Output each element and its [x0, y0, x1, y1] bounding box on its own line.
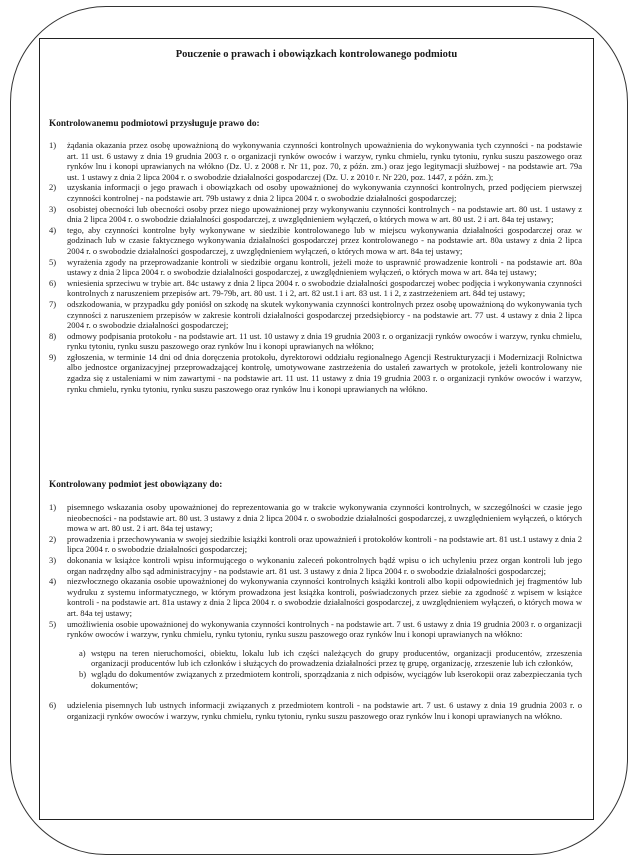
rights-heading: Kontrolowanemu podmiotowi przysługuje prawo do:: [49, 119, 260, 129]
item-number: 6): [49, 700, 57, 711]
rights-item: [49, 278, 582, 299]
item-number: 3): [49, 554, 57, 565]
item-text: uzyskania informacji o jego prawach i obowiązkach od osoby upoważnionej do wykonywania czynności kontrolnych, przed podjęciem pierwszej czynności kontrolnej - na podstawie art. 79b ustawy z dnia 2 lipca 2004 r. o swobodzie działalności gospodarczej;: [67, 182, 582, 203]
item-text: wyrażenia zgody na przeprowadzanie kontroli w siedzibie organu kontroli, jeżeli może to usprawnić prowadzenie kontroli - na podstawie art. 80a ustawy z dnia 2 lipca 2004 r. o swobodzie działalności gospodarczej, z uwzględnieniem wyłączeń, o których mowa w art. 84a tej ustawy;: [67, 256, 582, 278]
obligations-item: [49, 700, 582, 721]
item-text: pisemnego wskazania osoby upoważnionej do reprezentowania go w trakcie wykonywania czynności kontrolnych, w szczególności w czasie jego nieobecności - na podstawie art. 80 ust. 3 ustawy z dnia 2 lipca 2004 r. o swobodzie działalności gospodarczej, z uwzględnieniem wyłączeń, o których mowa w art. 80 ust. 2 i art. 84a tej ustawy;: [67, 502, 582, 534]
rights-item: [49, 225, 582, 257]
item-text: niezwłocznego okazania osobie upoważnionej do wykonywania czynności kontrolnych książki kontroli albo kopii odpowiednich jej fragmentów lub wydruku z systemu informatycznego, w którym prowadzona jest książka kontroli, poświadczonych przez siebie za zgodność z wpisem w książce kontroli - na podstawie art. 81a ustawy z dnia 2 lipca 2004 r. o swobodzie działalności gospodarczej, z uwzględnieniem wyłączeń, o których mowa w art. 84a tej ustawy;: [67, 576, 582, 618]
document-title: Pouczenie o prawach i obowiązkach kontrolowanego podmiotu: [175, 49, 458, 60]
rights-list: [49, 140, 582, 394]
obligations-heading: Kontrolowany podmiot jest obowiązany do:: [49, 480, 223, 490]
rights-item: [49, 204, 582, 225]
item-text: tego, aby czynności kontrolne były wykonywane w siedzibie kontrolowanego lub w miejscu wykonywania działalności gospodarczej oraz w godzinach lub w czasie faktycznego wykonywania działalności gospodarczej przez kontrolowanego - na podstawie art. 80a ustawy z dnia 2 lipca 2004 r. o swobodzie działalności gospodarczej, z uwzględnieniem wyłączeń, o których mowa w art. 84a tej ustawy;: [67, 224, 582, 256]
obligations-item: [49, 502, 582, 534]
obligations-subitem: [67, 648, 582, 669]
obligations-item: [49, 576, 582, 618]
rights-item: [49, 182, 582, 203]
subitem-letter: b): [79, 668, 87, 679]
item-text: udzielenia pisemnych lub ustnych informacji związanych z przedmiotem kontroli - na podstawie art. 7 ust. 6 ustawy z dnia 19 grudnia 2003 r. o organizacji rynków owoców i warzyw, rynku chmielu, rynku tytoniu, rynku suszu paszowego oraz rynków lnu i konopi uprawianych na włókno.: [67, 700, 582, 721]
item-number: 8): [49, 330, 57, 341]
rights-item: [49, 140, 582, 182]
item-number: 4): [49, 576, 57, 587]
item-number: 5): [49, 618, 57, 629]
item-number: 2): [49, 533, 57, 544]
subitem-text: wstępu na teren nieruchomości, obiektu, lokalu lub ich części należących do grupy producentów, organizacji producentów, zrzeszenia organizacji producentów lub ich członków i służących do prowadzenia działalności przez tę grupę, organizację, zrzeszenie lub ich członków,: [91, 647, 582, 669]
item-text: prowadzenia i przechowywania w swojej siedzibie książki kontroli oraz upoważnień i protokołów kontroli - na podstawie art. 81 ust.1 ustawy z dnia 2 lipca 2004 r. o swobodzie działalności gospodarczej;: [67, 533, 582, 555]
item-text: osobistej obecności lub obecności osoby przez niego upoważnionej przy wykonywaniu czynności kontrolnych - na podstawie art. 80 ust. 1 ustawy z dnia 2 lipca 2004 r. o swobodzie działalności gospodarczej, z uwzględnieniem wyłączeń, o których mowa w art. 80 ust. 2 i art. 84a tej ustawy;: [67, 203, 582, 225]
item-text: odmowy podpisania protokołu - na podstawie art. 11 ust. 10 ustawy z dnia 19 grudnia 2003 r. o organizacji rynków owoców i warzyw, rynku chmielu, rynku tytoniu, rynku suszu paszowego oraz rynków lnu i konopi uprawianych na włókno;: [67, 330, 582, 352]
rights-item: [49, 299, 582, 331]
item-number: 1): [49, 140, 57, 150]
item-text: umożliwienia osobie upoważnionej do wykonywania czynności kontrolnych - na podstawie art. 7 ust. 6 ustawy z dnia 19 grudnia 2003 r. o organizacji rynków owoców i warzyw, rynku chmielu, rynku tytoniu, rynku suszu paszowego oraz rynków lnu i konopi uprawianych na włókno:: [67, 618, 582, 640]
obligations-item: [49, 534, 582, 555]
item-text: żądania okazania przez osobę upoważnioną do wykonywania czynności kontrolnych upoważnienia do wykonywania tych czynności - na podstawie art. 11 ust. 6 ustawy z dnia 19 grudnia 2003 r. o organizacji rynków owoców i warzyw, rynku chmielu, rynku tytoniu, rynku suszu paszowego oraz rynków lnu i konopi uprawianych na włókno (Dz. U. z 2008 r. Nr 11, poz. 70, z późn. zm.) oraz jego legitymacji służbowej - na podstawie art. 79a ust. 1 ustawy z dnia 2 lipca 2004 r. o swobodzie działalności gospodarczej (Dz. U. z 2010 r. Nr 220, poz. 1447, z późn. zm.);: [67, 140, 582, 182]
rights-item: [49, 257, 582, 278]
item-number: 6): [49, 277, 57, 288]
item-number: 1): [49, 502, 57, 512]
obligations-item: [49, 619, 582, 691]
obligations-sublist: [67, 648, 582, 690]
item-text: odszkodowania, w przypadku gdy poniósł on szkodę na skutek wykonywania czynności kontrolnych przez osobę upoważnioną do wykonywania tych czynności z naruszeniem przepisów w zakresie kontroli działalności gospodarczej przedsiębiorcy - na podstawie art. 77 ust. 4 ustawy z dnia 2 lipca 2004 r. o swobodzie działalności gospodarczej;: [67, 298, 582, 331]
item-text: dokonania w książce kontroli wpisu informującego o wykonaniu zaleceń pokontrolnych bądź wpisu o ich uchyleniu przez organ kontroli lub jego organ nadrzędny albo sąd administracyjny - na podstawie art. 81 ust. 3 ustawy z dnia 2 lipca 2004 r. o swobodzie działalności gospodarczej;: [67, 554, 582, 576]
item-number: 5): [49, 256, 57, 267]
item-number: 9): [49, 351, 57, 362]
subitem-letter: a): [79, 647, 86, 658]
item-number: 4): [49, 224, 57, 235]
subitem-text: wglądu do dokumentów związanych z przedmiotem kontroli, sporządzania z nich odpisów, wyciągów lub kserokopii oraz zabezpieczania tych dokumentów;: [91, 668, 582, 690]
obligations-list: [49, 502, 582, 721]
item-text: wniesienia sprzeciwu w trybie art. 84c ustawy z dnia 2 lipca 2004 r. o swobodzie działalności gospodarczej wobec podjęcia i wykonywania czynności kontrolnych z naruszeniem przepisów art. 79-79b, art. 80 ust. 1 i 2, art. 82 ust.1 i art. 83 ust. 1 i 2, z zastrzeżeniem art. 84d tej ustawy;: [67, 277, 582, 299]
item-number: 7): [49, 298, 57, 309]
item-text: zgłoszenia, w terminie 14 dni od dnia doręczenia protokołu, dyrektorowi oddziału regionalnego Agencji Restrukturyzacji i Modernizacji Rolnictwa albo jednostce organizacyjnej przeprowadzającej kontrolę, umotywowane zastrzeżenia do ustaleń zawartych w protokole, jeżeli kontrolowany nie zgadza się z ustaleniami w nim zawartymi - na podstawie art. 11 ust. 11 ustawy z dnia 19 grudnia 2003 r. o organizacji rynków owoców i warzyw, rynku chmielu, rynku tytoniu, rynku suszu paszowego oraz rynków lnu i konopi uprawianych na włókno.: [67, 351, 582, 394]
obligations-subitem: [67, 669, 582, 690]
item-number: 2): [49, 182, 57, 193]
obligations-item: [49, 555, 582, 576]
item-number: 3): [49, 203, 57, 214]
document-box: [39, 38, 594, 820]
rights-item: [49, 331, 582, 352]
rights-item: [49, 352, 582, 394]
